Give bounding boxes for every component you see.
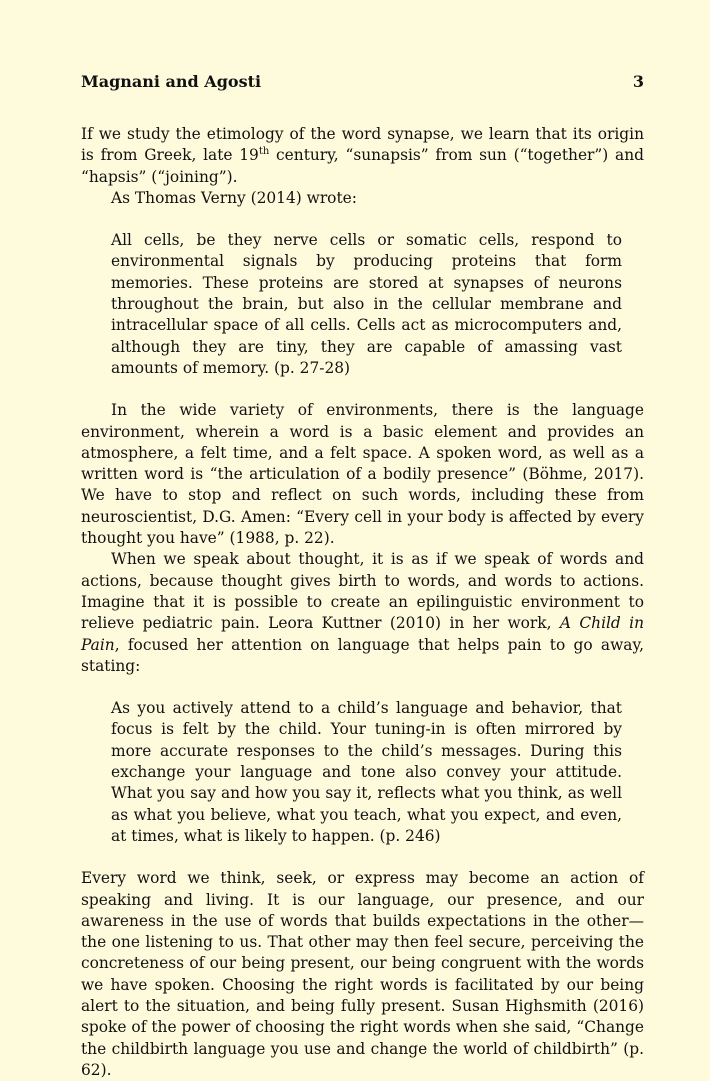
running-title: Magnani and Agosti	[81, 72, 262, 91]
book-title: A Child in Pain	[81, 614, 644, 654]
block-quote-verny: All cells, be they nerve cells or somatic cells, respond to environmental signals by producing proteins that form memories. These proteins are stored at synapses of neurons throughout the brain, but also in the cellular membrane and intracellular space of all cells. Cells act as microcomputers and, although they are tiny, they are capable of amassing vast amounts of memory. (p. 27-28)	[111, 231, 622, 377]
page-number: 3	[632, 72, 644, 91]
paragraph-choosing-words: Every word we think, seek, or express may become an action of speaking and living. It is our language, our presence, and our awareness in the use of words that builds expectations in the other—the one listening to us. That other may then feel secure, perceiving the concreteness of our being present, our being congruent with the words we have spoken. Choosing the right words is facilitated by our being alert to the situation, and being fully present. Susan Highsmith (2016) spoke of the power of choosing the right words when she said, “Change the childbirth language you use and change the world of childbirth” (p. 62).	[81, 869, 644, 1079]
paragraph-language-environment: In the wide variety of environments, there is the language environment, wherein a word is a basic element and provides an atmosphere, a felt time, and a felt space. A spoken word, as well as a written word is “the articulation of a bodily presence” (Böhme, 2017). We have to stop and reflect on such words, including these from neuroscientist, D.G. Amen: “Every cell in your body is affected by every thought you have” (1988, p. 22).	[81, 401, 644, 548]
block-quote-kuttner: As you actively attend to a child’s language and behavior, that focus is felt by the child. Your tuning-in is often mirrored by more accurate responses to the child’s messages. During this exchange your language and tone also convey your attitude. What you say and how you say it, reflects what you think, as well as what you believe, what you teach, what you expect, and even, at times, what is likely to happen. (p. 246)	[111, 699, 622, 845]
paragraph-thought-and-words: When we speak about thought, it is as if we speak of words and actions, because thought gives birth to words, and words to actions. Imagine that it is possible to create an epilinguistic environment to relieve pediatric pain. Leora Kuttner (2010) in her work, A Child in Pain, focused her attention on language that helps pain to go away, stating:	[81, 550, 644, 675]
paragraph-verny-intro: As Thomas Verny (2014) wrote:	[111, 188, 357, 207]
page-header	[81, 71, 644, 93]
page-body	[81, 124, 644, 1081]
paragraph-synapse-etymology: If we study the etimology of the word synapse, we learn that its origin is from Greek, late 19th century, “sunapsis” from sun (“together”) and “hapsis” (“joining”).	[81, 125, 644, 186]
